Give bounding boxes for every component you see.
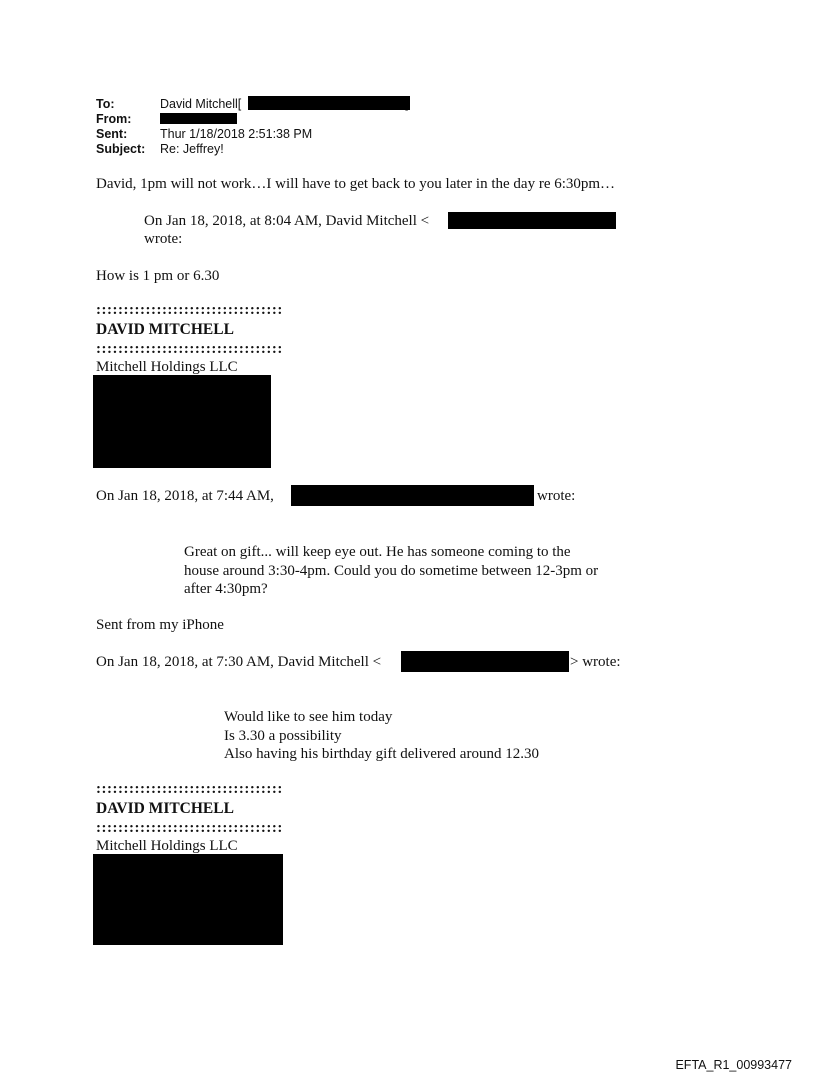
message3-line3: Also having his birthday gift delivered around 12.30 — [224, 746, 539, 762]
signature1-dots-bottom: :::::::::::::::::::::::::::::::::: — [96, 341, 283, 357]
to-value: David Mitchell[ — [160, 97, 242, 111]
quote1-line2: wrote: — [144, 231, 183, 247]
signature2-company: Mitchell Holdings LLC — [96, 838, 238, 854]
quote2-suffix: wrote: — [537, 488, 576, 504]
redaction-from — [160, 113, 237, 124]
message2-line3: after 4:30pm? — [184, 581, 268, 597]
signature2-dots-top: :::::::::::::::::::::::::::::::::: — [96, 781, 283, 797]
redaction-quote2-sender — [291, 485, 534, 506]
sent-value: Thur 1/18/2018 2:51:38 PM — [160, 127, 313, 141]
message2-line2: house around 3:30-4pm. Could you do sometime between 12-3pm or — [184, 563, 599, 579]
signature2-dots-bottom: :::::::::::::::::::::::::::::::::: — [96, 820, 283, 836]
message3-line1: Would like to see him today — [224, 709, 393, 725]
message2-line1: Great on gift... will keep eye out. He has someone coming to the — [184, 544, 571, 560]
sent-label: Sent: — [96, 127, 128, 141]
header-sent — [96, 127, 312, 141]
header-from — [96, 112, 160, 126]
from-label: From: — [96, 112, 132, 126]
to-label: To: — [96, 97, 115, 111]
redaction-signature2 — [93, 854, 283, 945]
quote1-prefix: On Jan 18, 2018, at 8:04 AM, David Mitchell < — [144, 213, 430, 229]
redaction-to-email — [248, 96, 410, 110]
subject-value: Re: Jeffrey! — [160, 142, 224, 156]
signature1-company: Mitchell Holdings LLC — [96, 359, 238, 375]
message3-line2: Is 3.30 a possibility — [224, 728, 342, 744]
reply-line: David, 1pm will not work…I will have to get back to you later in the day re 6:30pm… — [96, 176, 616, 192]
redaction-signature1 — [93, 375, 271, 468]
signature2-name: DAVID MITCHELL — [96, 800, 234, 817]
document-id: EFTA_R1_00993477 — [675, 1058, 792, 1072]
sent-from-iphone: Sent from my iPhone — [96, 617, 224, 633]
quote3-suffix: > wrote: — [570, 654, 621, 670]
signature1-name: DAVID MITCHELL — [96, 321, 234, 338]
signature1-dots-top: :::::::::::::::::::::::::::::::::: — [96, 302, 283, 318]
quote2-prefix: On Jan 18, 2018, at 7:44 AM, — [96, 488, 274, 504]
redaction-quote3-email — [401, 651, 569, 672]
message1: How is 1 pm or 6.30 — [96, 268, 220, 284]
redaction-quote1-email — [448, 212, 616, 229]
quote3-prefix: On Jan 18, 2018, at 7:30 AM, David Mitchell < — [96, 654, 382, 670]
header-subject — [96, 142, 224, 156]
subject-label: Subject: — [96, 142, 146, 156]
